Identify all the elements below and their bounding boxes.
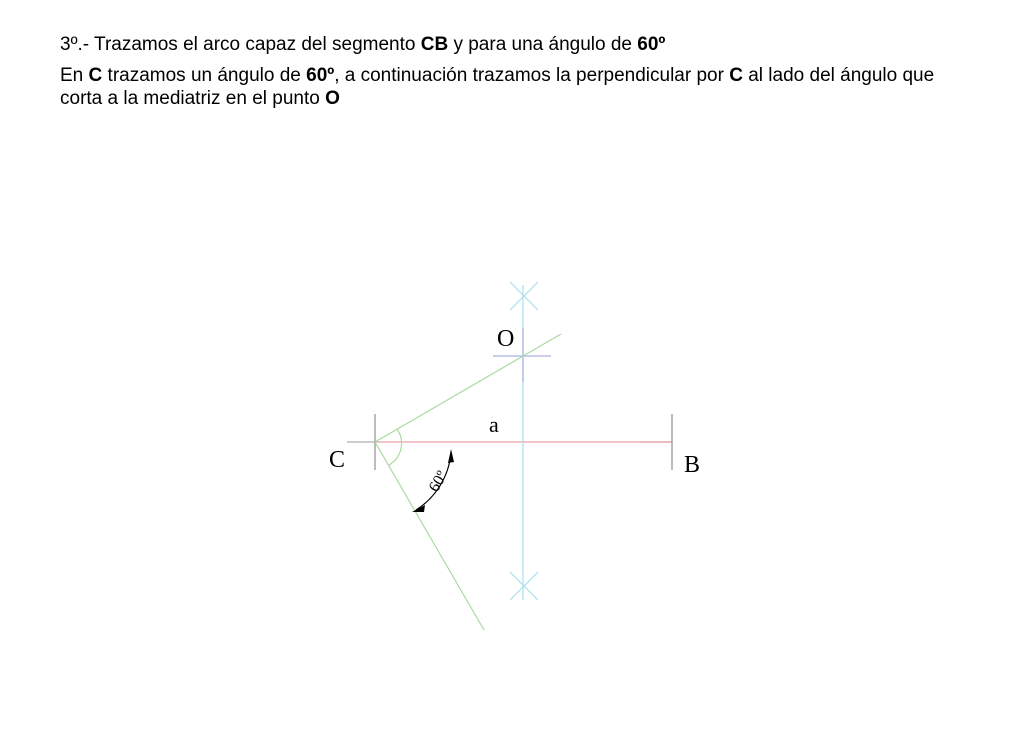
angle-arrow-top — [448, 449, 454, 463]
text-emphasis: 60º — [306, 65, 335, 86]
label-point-b: B — [684, 452, 701, 478]
text-run: al lado del ángulo que corta a la mediatriz en el punto — [60, 65, 935, 109]
text-emphasis: C — [88, 65, 103, 86]
angle-side-60 — [375, 442, 484, 630]
text-emphasis: C — [729, 65, 743, 86]
perpendicular-through-c — [375, 334, 561, 442]
label-point-c: C — [329, 447, 346, 473]
angle-arc-small — [389, 429, 402, 465]
text-emphasis: CB — [420, 34, 449, 55]
label-angle-60: 60º — [425, 468, 451, 495]
text-emphasis: 60º — [637, 34, 666, 55]
text-run: , a continuación trazamos la perpendicular por — [334, 65, 730, 86]
label-point-o: O — [497, 326, 515, 352]
text-run: trazamos un ángulo de — [102, 65, 307, 86]
text-emphasis: O — [325, 88, 340, 109]
text-run: 3º.- Trazamos el arco capaz del segmento — [60, 34, 421, 55]
text-run: y para una ángulo de — [448, 34, 638, 55]
label-segment-a: a — [489, 412, 499, 437]
text-run: En — [60, 65, 89, 86]
